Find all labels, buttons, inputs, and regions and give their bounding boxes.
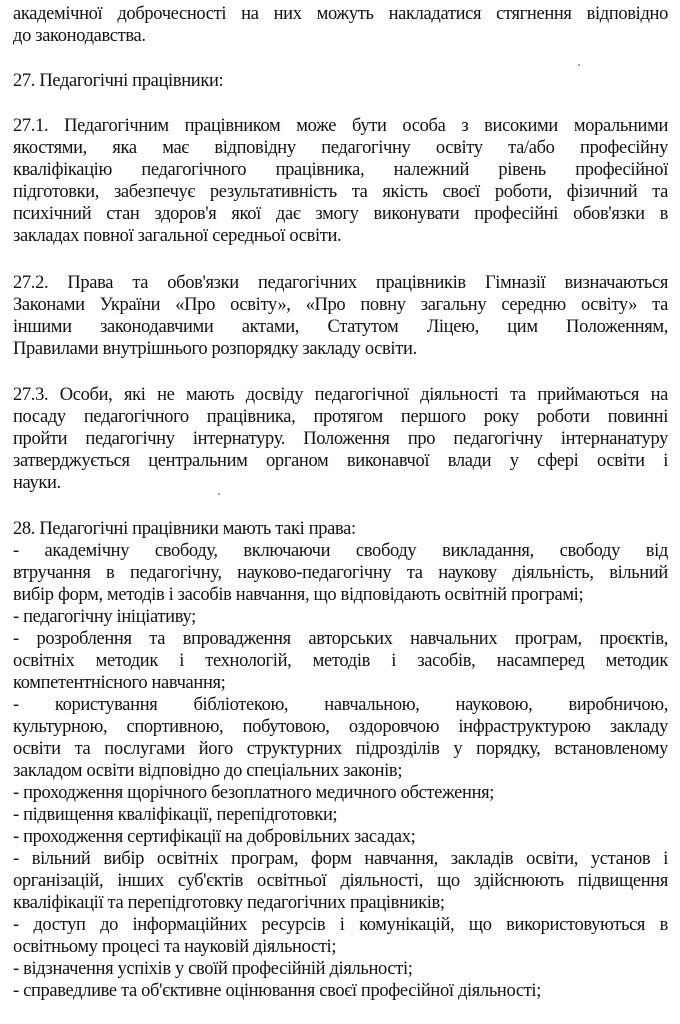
p27-1-line: якостями, яка має відповідну педагогічну освіту та/або професійну (13, 138, 668, 158)
p27-1-line: підготовки, забезпечує результативність та якість своєї роботи, фізичний та (13, 182, 668, 202)
p27-1-line: закладах повної загальної середньої освіти. (13, 226, 342, 246)
intro-line: до законодавства. (13, 26, 146, 46)
rights-line: втручання в педагогічну, науково-педагогічну та наукову діяльність, вільний (13, 563, 668, 583)
rights-line: - підвищення кваліфікації, перепідготовки; (13, 805, 338, 825)
p27-2-line: Правилами внутрішнього розпорядку закладу освіти. (13, 339, 417, 359)
rights-line: - проходження сертифікації на добровільних засадах; (13, 827, 416, 847)
rights-line: освітніх методик і технологій, методів і засобів, насамперед методик (13, 651, 668, 671)
rights-line: - академічну свободу, включаючи свободу викладання, свободу від (13, 541, 668, 561)
section-27-heading: 27. Педагогічні працівники: (13, 71, 224, 91)
section-28-heading: 28. Педагогічні працівники мають такі права: (13, 519, 356, 539)
p27-3-line: затверджується центральним органом виконавчої влади у сфері освіти і (13, 451, 668, 471)
p27-3-line: 27.3. Особи, які не мають досвіду педагогічної діяльності та приймаються на (13, 385, 668, 405)
rights-line: - вільний вибір освітніх програм, форм навчання, закладів освіти, установ і (13, 849, 668, 869)
scan-speck (578, 64, 580, 66)
rights-line: освітньому процесі та науковій діяльності; (13, 937, 337, 957)
rights-line: - відзначення успіхів у своїй професійній діяльності; (13, 959, 413, 979)
p27-2-line: 27.2. Права та обов'язки педагогічних працівників Гімназії визначаються (13, 273, 668, 293)
p27-3-line: науки. (13, 473, 61, 493)
p27-1-line: психічний стан здоров'я якої дає змогу виконувати професійні обов'язки в (13, 204, 668, 224)
rights-line: організацій, інших суб'єктів освітньої діяльності, що здійснюють підвищення (13, 871, 668, 891)
rights-line: закладом освіти відповідно до спеціальних законів; (13, 761, 403, 781)
rights-line: - розроблення та впровадження авторських навчальних програм, проєктів, (13, 629, 668, 649)
p27-1-line: 27.1. Педагогічним працівником може бути особа з високими моральними (13, 116, 668, 136)
rights-line: культурною, спортивною, побутовою, оздоровчою інфраструктурою закладу (13, 717, 668, 737)
rights-line: - користування бібліотекою, навчальною, науковою, виробничою, (13, 695, 668, 715)
p27-2-line: іншими законодавчими актами, Статутом Ліцею, цим Положенням, (13, 317, 668, 337)
p27-2-line: Законами України «Про освіту», «Про повну загальну середню освіту» та (13, 295, 668, 315)
rights-line: - справедливе та об'єктивне оцінювання своєї професійної діяльності; (13, 981, 542, 1001)
rights-line: кваліфікації та перепідготовку педагогічних працівників; (13, 893, 445, 913)
intro-line: академічної доброчесності на них можуть накладатися стягнення відповідно (13, 4, 668, 24)
p27-1-line: кваліфікацію педагогічного працівника, належний рівень професійної (13, 160, 668, 180)
rights-line: компетентнісного навчання; (13, 673, 226, 693)
rights-line: - доступ до інформаційних ресурсів і комунікацій, що використовуються в (13, 915, 668, 935)
rights-line: - проходження щорічного безоплатного медичного обстеження; (13, 783, 495, 803)
p27-3-line: пройти педагогічну інтернатуру. Положення про педагогічну інтернанатуру (13, 429, 668, 449)
rights-line: освіти та послугами його структурних підрозділів у порядку, встановленому (13, 739, 668, 759)
rights-line: вибір форм, методів і засобів навчання, що відповідають освітній програмі; (13, 585, 584, 605)
p27-3-line: посаду педагогічного працівника, протягом першого року роботи повинні (13, 407, 668, 427)
scan-speck (218, 493, 220, 495)
rights-line: - педагогічну ініціативу; (13, 607, 196, 627)
